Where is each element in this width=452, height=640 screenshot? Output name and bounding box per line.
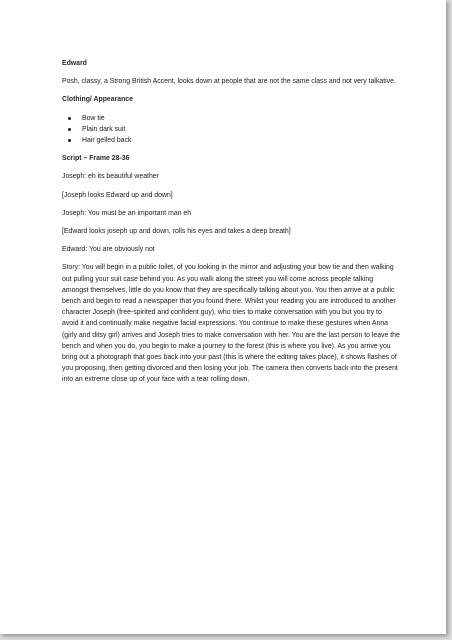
list-item <box>62 124 400 135</box>
script-line: Joseph: eh its beautiful weather <box>62 173 159 181</box>
list-item <box>62 135 400 146</box>
list-item <box>62 113 400 124</box>
character-name-heading: Edward <box>62 60 87 67</box>
script-line: [Joseph looks Edward up and down] <box>62 191 173 199</box>
script-heading: Script – Frame 28-36 <box>62 155 130 163</box>
bullet-icon <box>68 117 71 120</box>
script-line: [Edward looks joseph up and down, rolls his eyes and takes a deep breath] <box>62 228 291 236</box>
clothing-list <box>62 113 400 147</box>
clothing-heading: Clothing/ Appearance <box>62 96 133 104</box>
script-line: Joseph: You must be an important man eh <box>62 209 192 217</box>
document-body <box>62 58 400 393</box>
clothing-item: Bow tie <box>82 114 105 122</box>
bullet-icon <box>68 128 71 131</box>
character-description: Posh, classy, a Strong British Accent, looks down at people that are not the same class and not very talkative. <box>62 78 396 86</box>
clothing-item: Hair gelled back <box>82 137 132 145</box>
bullet-icon <box>68 139 71 142</box>
script-line: Edward: You are obviously not <box>62 246 155 254</box>
story-paragraph: Story: You will begin in a public toilet, of you looking in the mirror and adjusting your bow tie and then walking out pulling your suit case behind you. As you walk along the street you will come across people talking amongst themselves, little do you know that they are specifically talking about you. You then arrive at a public bench and begin to read a newspaper that you found there. Whilst your reading you are introduced to another character Joseph (free-spirited and confident guy), who tries to make conversation with you but you try to avoid it and continually make negative facial expressions. You continue to make these gestures when Anna (girly and ditsy girl) arrives and Joseph tries to make conversation with her. You are the last person to leave the bench and when you do, you begin to make a journey to the forest (this is where you live). As you arrive you bring out a photograph that goes back into your past (this is where the editing takes place), it shows flashes of you proposing, then getting divorced and then losing your job. The camera then converts back into the present into an extreme close up of your face with a tear rolling down. <box>62 264 400 384</box>
clothing-item: Plain dark suit <box>82 125 126 133</box>
